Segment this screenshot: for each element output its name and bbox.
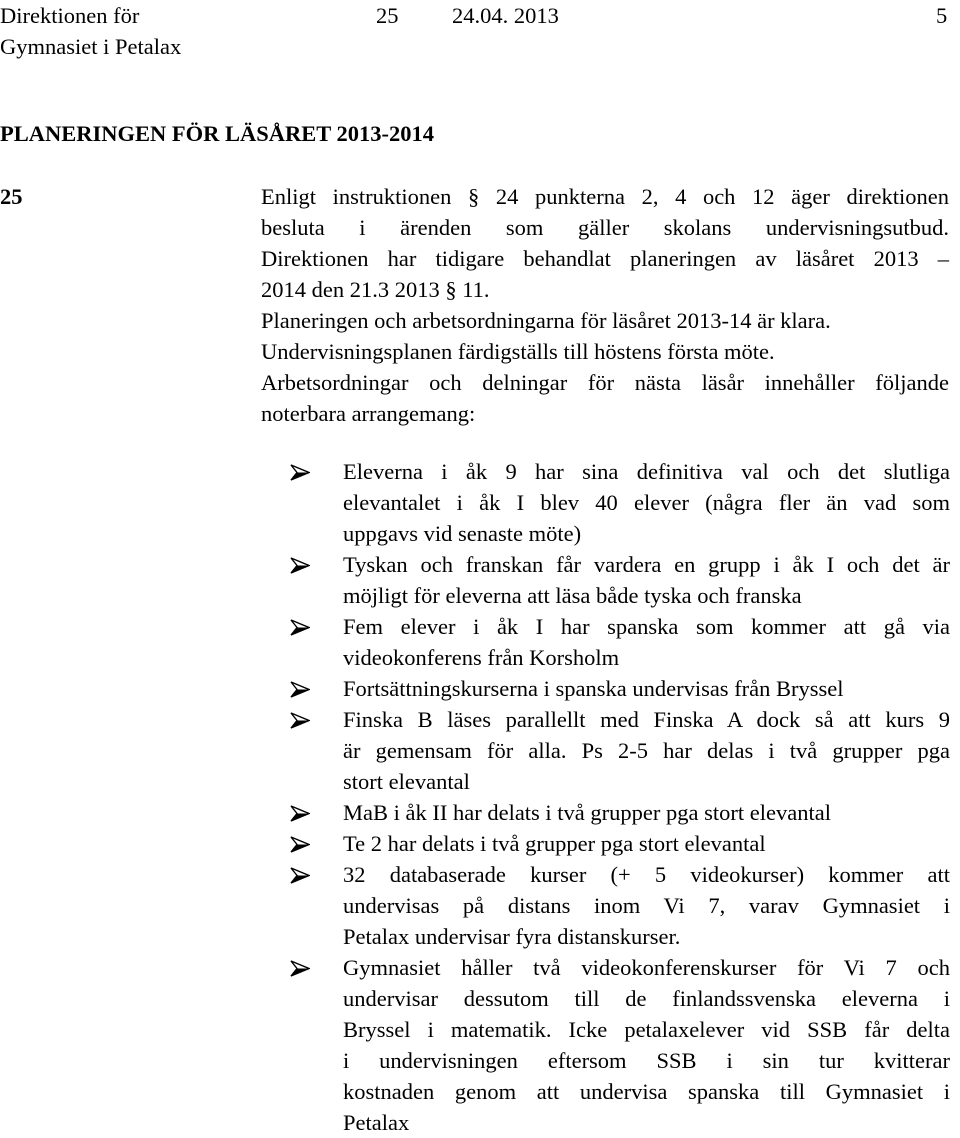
list-item-line: Petalax undervisar fyra distanskurser. [343, 924, 681, 949]
list-item-line: undervisar dessutom till de finlandssvenska eleverna i [343, 986, 950, 1011]
header-organization-line-2: Gymnasiet i Petalax [0, 34, 182, 59]
intro-line: Direktionen har tidigare behandlat planeringen av läsåret 2013 – [261, 246, 949, 271]
arrangement-list [290, 456, 950, 1138]
list-item-line: i undervisningen eftersom SSB i sin tur kvitterar [343, 1048, 950, 1073]
list-item-text [343, 828, 950, 859]
intro-text [261, 181, 949, 429]
list-item-line: undervisas på distans inom Vi 7, varav Gymnasiet i [343, 893, 950, 918]
list-item [290, 549, 950, 611]
list-item-line: videokonferens från Korsholm [343, 645, 620, 670]
intro-line: 2014 den 21.3 2013 § 11. [261, 277, 490, 302]
list-item-line: Bryssel i matematik. Icke petalaxelever vid SSB får delta [343, 1017, 950, 1042]
intro-line: Arbetsordningar och delningar för nästa läsår innehåller följande [261, 370, 949, 395]
arrowhead-bullet-icon [290, 557, 310, 574]
header-paragraph-number: 25 [376, 3, 399, 28]
arrowhead-bullet-icon [290, 619, 310, 636]
arrowhead-bullet-icon [290, 712, 310, 729]
document-title: PLANERINGEN FÖR LÄSÅRET 2013-2014 [0, 121, 435, 146]
list-item-text [343, 797, 950, 828]
list-item-line: Eleverna i åk 9 har sina definitiva val och det slutliga [343, 459, 950, 484]
list-item-line: Petalax [343, 1110, 410, 1135]
list-item [290, 673, 950, 704]
intro-line: noterbara arrangemang: [261, 401, 476, 426]
list-item [290, 456, 950, 549]
list-item-line: Finska B läses parallellt med Finska A dock så att kurs 9 [343, 707, 950, 732]
list-item [290, 859, 950, 952]
list-item-line: Fortsättningskurserna i spanska undervisas från Bryssel [343, 676, 844, 701]
list-item-text [343, 456, 950, 549]
intro-line: Enligt instruktionen § 24 punkterna 2, 4 och 12 äger direktionen [261, 184, 949, 209]
list-item-line: är gemensam för alla. Ps 2-5 har delas i två grupper pga [343, 738, 950, 763]
list-item-text [343, 611, 950, 673]
header-organization-line-1: Direktionen för [0, 3, 140, 28]
arrowhead-bullet-icon [290, 464, 310, 481]
list-item-line: MaB i åk II har delats i två grupper pga stort elevantal [343, 800, 831, 825]
list-item-text [343, 859, 950, 952]
list-item-line: möjligt för eleverna att läsa både tyska och franska [343, 583, 802, 608]
header-date: 24.04. 2013 [452, 3, 559, 28]
list-item-text [343, 704, 950, 797]
arrowhead-bullet-icon [290, 960, 310, 977]
list-item [290, 704, 950, 797]
list-item [290, 611, 950, 673]
list-item-line: kostnaden genom att undervisa spanska till Gymnasiet i [343, 1079, 950, 1104]
list-item-text [343, 952, 950, 1138]
arrowhead-bullet-icon [290, 867, 310, 884]
list-item [290, 828, 950, 859]
list-item-line: 32 databaserade kurser (+ 5 videokurser) kommer att [343, 862, 950, 887]
arrowhead-bullet-icon [290, 836, 310, 853]
arrowhead-bullet-icon [290, 805, 310, 822]
list-item-line: Gymnasiet håller två videokonferenskurser för Vi 7 och [343, 955, 950, 980]
intro-line: besluta i ärenden som gäller skolans undervisningsutbud. [261, 215, 949, 240]
intro-line: Planeringen och arbetsordningarna för läsåret 2013-14 är klara. [261, 308, 831, 333]
arrowhead-bullet-icon [290, 681, 310, 698]
list-item [290, 797, 950, 828]
list-item-line: Te 2 har delats i två grupper pga stort elevantal [343, 831, 766, 856]
header-page-number: 5 [936, 3, 948, 28]
intro-line: Undervisningsplanen färdigställs till höstens första möte. [261, 339, 775, 364]
list-item-line: stort elevantal [343, 769, 470, 794]
list-item-line: elevantalet i åk I blev 40 elever (några fler än vad som [343, 490, 950, 515]
list-item [290, 952, 950, 1138]
list-item-text [343, 673, 950, 704]
section-number: 25 [0, 184, 23, 209]
list-item-text [343, 549, 950, 611]
list-item-line: uppgavs vid senaste möte) [343, 521, 582, 546]
list-item-line: Tyskan och franskan får vardera en grupp i åk I och det är [343, 552, 950, 577]
list-item-line: Fem elever i åk I har spanska som kommer att gå via [343, 614, 950, 639]
